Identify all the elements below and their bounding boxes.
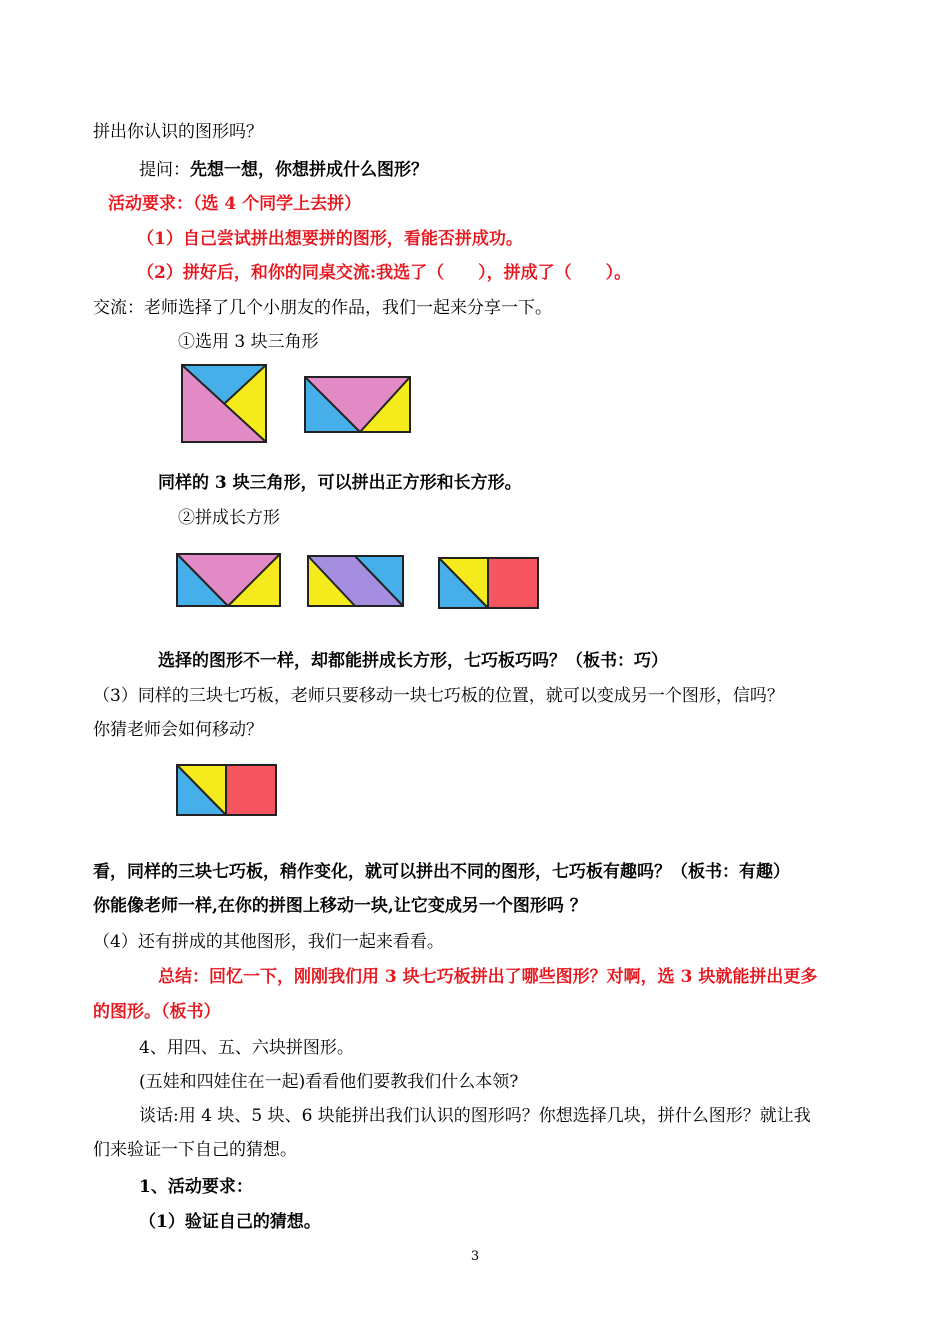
tangram-rectangle-figure-3: [305, 553, 407, 609]
conclusion-line: 看，同样的三块七巧板，稍作变化，就可以拼出不同的图形，七巧板有趣吗？（板书：有趣）: [93, 862, 790, 882]
red-square: [488, 558, 538, 608]
requirement-item-1: （1）自己尝试拼出想要拼的图形，看能否拼成功。: [137, 229, 523, 249]
conclusion-line: 选择的图形不一样，却都能拼成长方形，七巧板巧吗？（板书：巧）: [158, 651, 668, 671]
tangram-square-figure: [178, 362, 270, 444]
text-line: (五娃和四娃住在一起)看看他们要教我们什么本领?: [139, 1072, 519, 1092]
text-line: 谈话:用 4 块、5 块、6 块能拼出我们认识的图形吗？你想选择几块，拼什么图形？就让我: [139, 1106, 811, 1126]
sub-heading: ②拼成长方形: [178, 508, 280, 528]
requirement-item: （1）验证自己的猜想。: [139, 1212, 321, 1232]
requirement-item-2: （2）拼好后，和你的同桌交流:我选了（ ），拼成了（ ）。: [137, 263, 632, 283]
question-text: 先想一想，你想拼成什么图形？: [190, 160, 428, 180]
tangram-rectangle-figure-4: [436, 555, 542, 611]
question-line: [139, 159, 428, 181]
text-line: 交流：老师选择了几个小朋友的作品，我们一起来分享一下。: [93, 298, 552, 318]
red-square: [226, 765, 276, 815]
text-line: （4）还有拼成的其他图形，我们一起来看看。: [93, 932, 444, 952]
question-line: 你能像老师一样,在你的拼图上移动一块,让它变成另一个图形吗 ？: [93, 896, 587, 916]
section-heading: 4、用四、五、六块拼图形。: [139, 1038, 354, 1058]
text-line: 们来验证一下自己的猜想。: [93, 1140, 297, 1160]
activity-heading: 1、活动要求：: [139, 1177, 253, 1197]
text-line: 拼出你认识的图形吗？: [93, 122, 263, 142]
text-line: （3）同样的三块七巧板，老师只要移动一块七巧板的位置，就可以变成另一个图形，信吗？: [93, 686, 784, 706]
page-number: 3: [470, 1249, 480, 1264]
tangram-moved-figure: [174, 762, 280, 818]
question-prefix: 提问：: [139, 160, 190, 180]
conclusion-line: 同样的 3 块三角形，可以拼出正方形和长方形。: [158, 473, 522, 493]
summary-line: 的图形。（板书）: [93, 1002, 221, 1022]
text-line: 你猜老师会如何移动？: [93, 720, 263, 740]
tangram-rectangle-figure-1: [302, 374, 414, 436]
sub-heading: ①选用 3 块三角形: [178, 332, 319, 352]
summary-line: 总结：回忆一下，刚刚我们用 3 块七巧板拼出了哪些图形？对啊，选 3 块就能拼出更多: [158, 967, 818, 987]
tangram-rectangle-figure-2: [174, 551, 284, 609]
activity-requirement-heading: 活动要求：（选 4 个同学上去拼）: [108, 194, 362, 214]
